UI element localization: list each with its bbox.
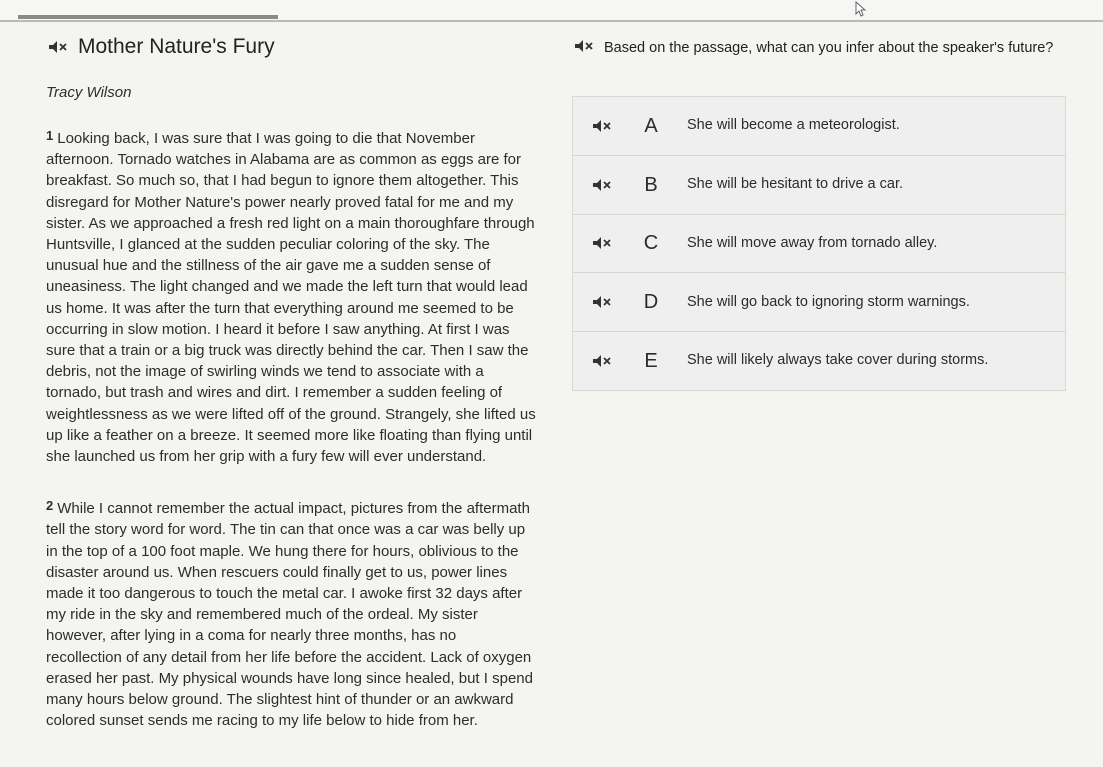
answer-speaker-icon[interactable] [590,233,614,253]
answer-choice-d[interactable] [573,273,1065,332]
answer-letter: D [643,291,659,314]
answer-text: She will be hesitant to drive a car. [687,176,904,192]
answer-text: She will likely always take cover during storms. [687,352,989,369]
answer-speaker-icon[interactable] [590,351,614,371]
passage-title: Mother Nature's Fury [78,35,275,58]
answer-speaker-icon[interactable] [590,292,614,312]
title-speaker-icon[interactable] [46,37,70,57]
answer-letter: C [643,232,659,255]
question-panel [572,36,1072,59]
answer-letter: E [644,350,658,373]
answer-choices [572,96,1066,391]
answer-letter: B [644,173,658,196]
paragraph-number: 2 [46,498,54,514]
paragraph-text: While I cannot remember the actual impact, pictures from the aftermath tell the story word for word. The tin can that once was a car was belly up in the top of a 100 foot maple. We hung there for hours, oblivious to the disaster around us. When rescuers could finally get to us, power lines made it too dangerous to touch the metal car. I awoke first 32 days after my ride in the sky and remembered much of the ordeal. My sister however, after lying in a coma for nearly three months, has no recollection of any detail from her life before the accident. Lack of oxygen erased her past. My physical wounds have long since healed, but I spend many hours below ground. The slightest hint of thunder or an awkward colored sunset sends me racing to my life below to hide from her. [46,500,533,730]
answer-speaker-icon[interactable] [590,175,614,195]
passage-paragraph [46,495,536,731]
answer-choice-b[interactable] [573,156,1065,215]
answer-choice-a[interactable] [573,97,1065,156]
answer-text: She will become a meteorologist. [687,117,900,134]
question-text: Based on the passage, what can you infer about the speaker's future? [604,40,1054,56]
paragraph-text: Looking back, I was sure that I was going to die that November afternoon. Tornado watches in Alabama are as common as eggs are for breakfast. So much so, that I had begun to ignore them altogether. This disregard for Mother Nature's power nearly proved fatal for me and my sister. As we approached a fresh red light on a main thoroughfare through Huntsville, I glanced at the sudden peculiar coloring of the sky. The unusual hue and the stillness of the air gave me a sudden sense of uneasiness. The light changed and we made the left turn that would lead us home. It was after the turn that everything around me seemed to be occurring in slow motion. I heard it before I saw anything. At first I was sure that a train or a big truck was directly behind the car. Then I saw the debris, not the image of swirling winds we tend to associate with a tornado, but trash and wires and dirt. I remember a sudden feeling of weightlessness as we were lifted off of the ground. Strangely, she lifted us up like a feather on a breeze. It seemed more like floating than flying until she launched us from her grip with a fury few will ever understand. [46,130,536,466]
answer-letter: A [644,114,658,137]
answer-text: She will move away from tornado alley. [687,234,938,251]
answer-text: She will go back to ignoring storm warnings. [687,293,970,310]
cursor-icon [852,0,874,18]
passage-paragraph [46,125,536,467]
question-row [572,36,1072,59]
passage-panel [46,32,536,746]
question-speaker-icon[interactable] [572,36,596,56]
answer-choice-c[interactable] [573,215,1065,274]
answer-speaker-icon[interactable] [590,116,614,136]
top-rule [0,0,1103,22]
passage-author: Tracy Wilson [46,84,132,101]
answer-choice-e[interactable] [573,332,1065,390]
passage-title-row [46,32,536,62]
paragraph-number: 1 [46,128,54,143]
